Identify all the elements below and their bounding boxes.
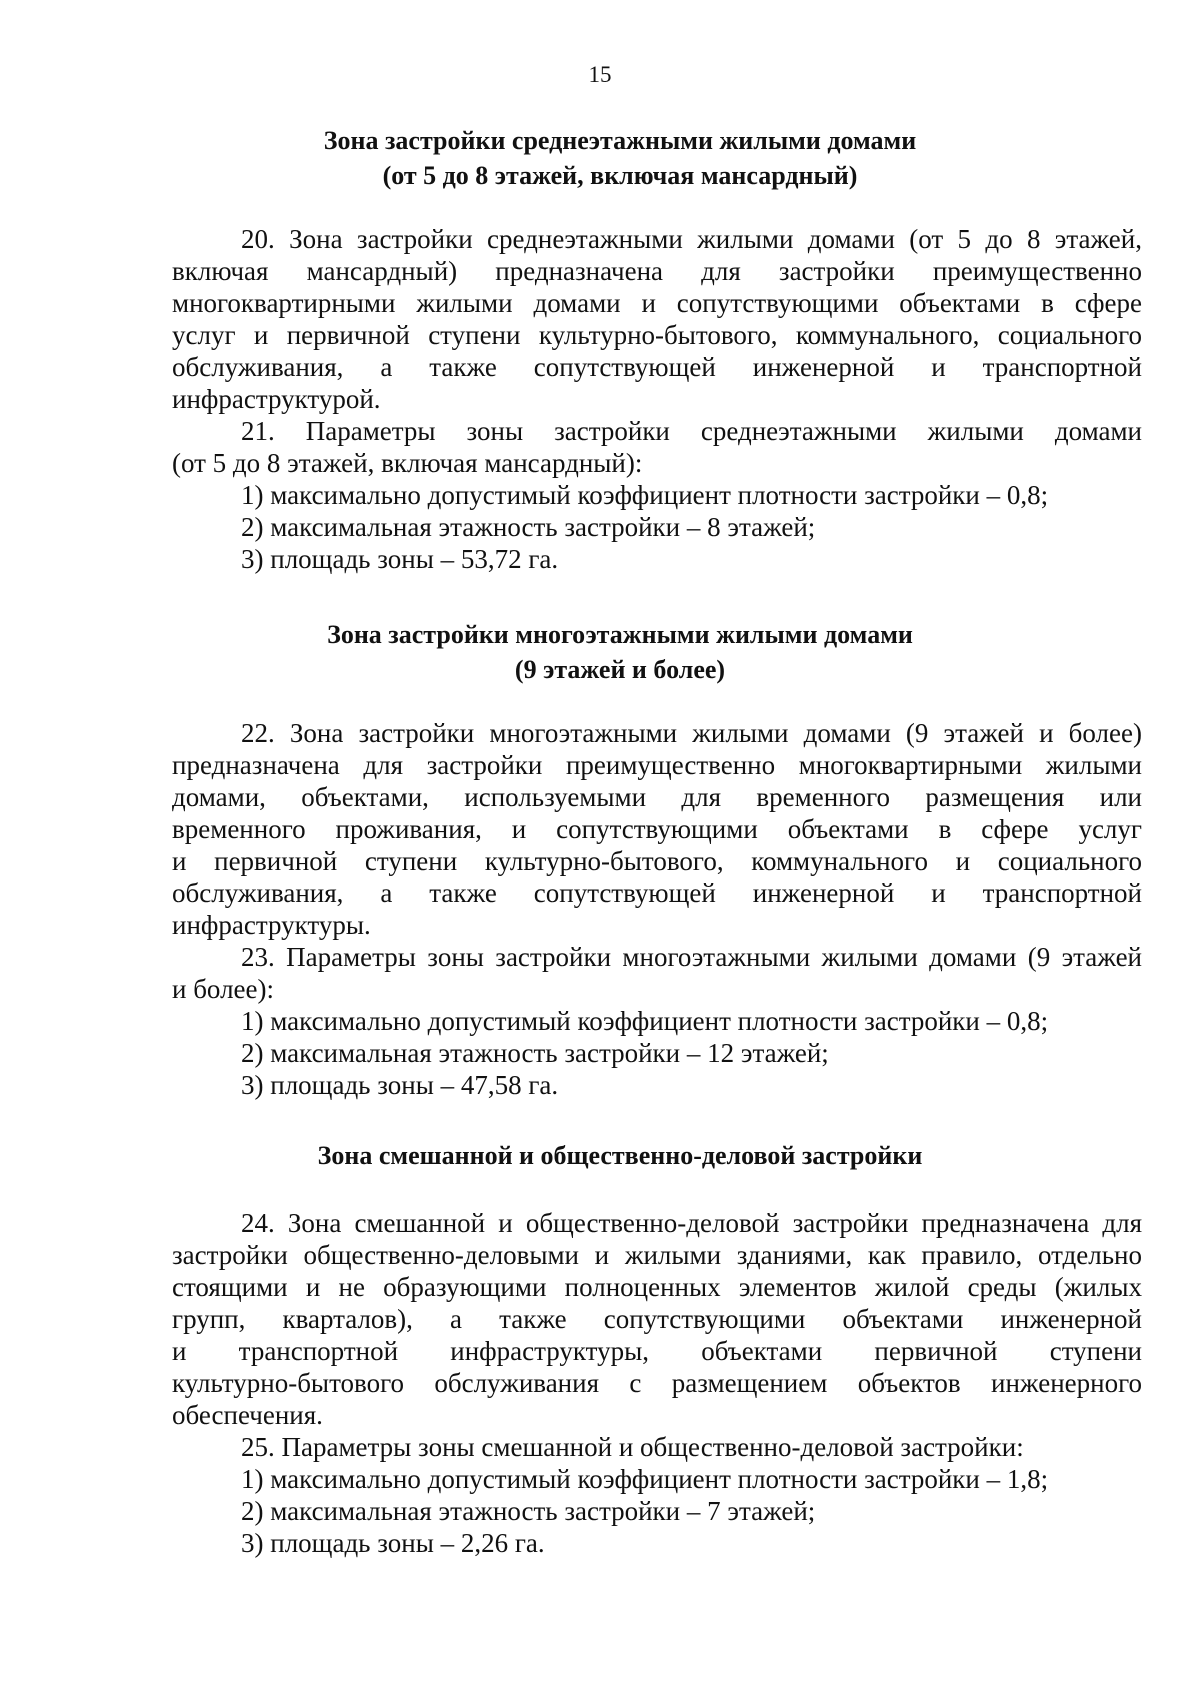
list-item: 3) площадь зоны – 47,58 га. [241,1070,559,1100]
heading-line: (9 этажей и более) [514,655,726,684]
paragraph-line: 22. Зона застройки многоэтажными жилыми домами (9 этажей и более) [241,718,1142,748]
list-item: 1) максимально допустимый коэффициент плотности застройки – 0,8; [241,480,1049,510]
paragraph-line: инфраструктурой. [172,384,381,414]
heading-line: (от 5 до 8 этажей, включая мансардный) [382,161,858,190]
paragraph-line: культурно-бытового обслуживания с размещением объектов инженерного [172,1368,1142,1398]
section-heading [170,1138,1070,1173]
paragraph-line: и первичной ступени культурно-бытового, коммунального и социального [172,846,1142,876]
paragraph-line: обеспечения. [172,1400,323,1430]
list-item: 3) площадь зоны – 53,72 га. [241,544,559,574]
paragraph-line: услуг и первичной ступени культурно-бытового, коммунального, социального [172,320,1142,350]
paragraph-line: 25. Параметры зоны смешанной и общественно-деловой застройки: [241,1432,1024,1462]
paragraph-line: застройки общественно-деловыми и жилыми зданиями, как правило, отдельно [172,1240,1142,1270]
paragraph-line: стоящими и не образующими полноценных элементов жилой среды (жилых [172,1272,1142,1302]
paragraph-line: домами, объектами, используемыми для временного размещения или [172,782,1142,812]
paragraph-line: 24. Зона смешанной и общественно-деловой застройки предназначена для [241,1208,1142,1238]
paragraph-line: 20. Зона застройки среднеэтажными жилыми домами (от 5 до 8 этажей, [241,224,1142,254]
section-heading [170,123,1070,193]
paragraph-line: 23. Параметры зоны застройки многоэтажными жилыми домами (9 этажей [241,942,1142,972]
page-number: 15 [588,62,612,87]
paragraph-line: (от 5 до 8 этажей, включая мансардный): [172,448,643,478]
list-item: 2) максимальная этажность застройки – 7 этажей; [241,1496,816,1526]
list-item: 2) максимальная этажность застройки – 8 этажей; [241,512,816,542]
paragraph-line: инфраструктуры. [172,910,371,940]
paragraph-line: многоквартирными жилыми домами и сопутствующими объектами в сфере [172,288,1142,318]
heading-line: Зона смешанной и общественно-деловой застройки [317,1141,923,1170]
paragraph-line: и более): [172,974,275,1004]
list-item: 1) максимально допустимый коэффициент плотности застройки – 1,8; [241,1464,1049,1494]
paragraph-line: обслуживания, а также сопутствующей инженерной и транспортной [172,878,1142,908]
heading-line: Зона застройки среднеэтажными жилыми домами [323,126,917,155]
list-item: 3) площадь зоны – 2,26 га. [241,1528,545,1558]
paragraph-line: временного проживания, и сопутствующими объектами в сфере услуг [172,814,1142,844]
section-heading [170,617,1070,687]
list-item: 2) максимальная этажность застройки – 12 этажей; [241,1038,829,1068]
list-item: 1) максимально допустимый коэффициент плотности застройки – 0,8; [241,1006,1049,1036]
paragraph-line: 21. Параметры зоны застройки среднеэтажными жилыми домами [241,416,1142,446]
paragraph-line: включая мансардный) предназначена для застройки преимущественно [172,256,1142,286]
paragraph-line: обслуживания, а также сопутствующей инженерной и транспортной [172,352,1142,382]
paragraph-line: предназначена для застройки преимущественно многоквартирными жилыми [172,750,1142,780]
paragraph-line: групп, кварталов), а также сопутствующими объектами инженерной [172,1304,1142,1334]
paragraph-line: и транспортной инфраструктуры, объектами первичной ступени [172,1336,1142,1366]
heading-line: Зона застройки многоэтажными жилыми домами [327,620,913,649]
